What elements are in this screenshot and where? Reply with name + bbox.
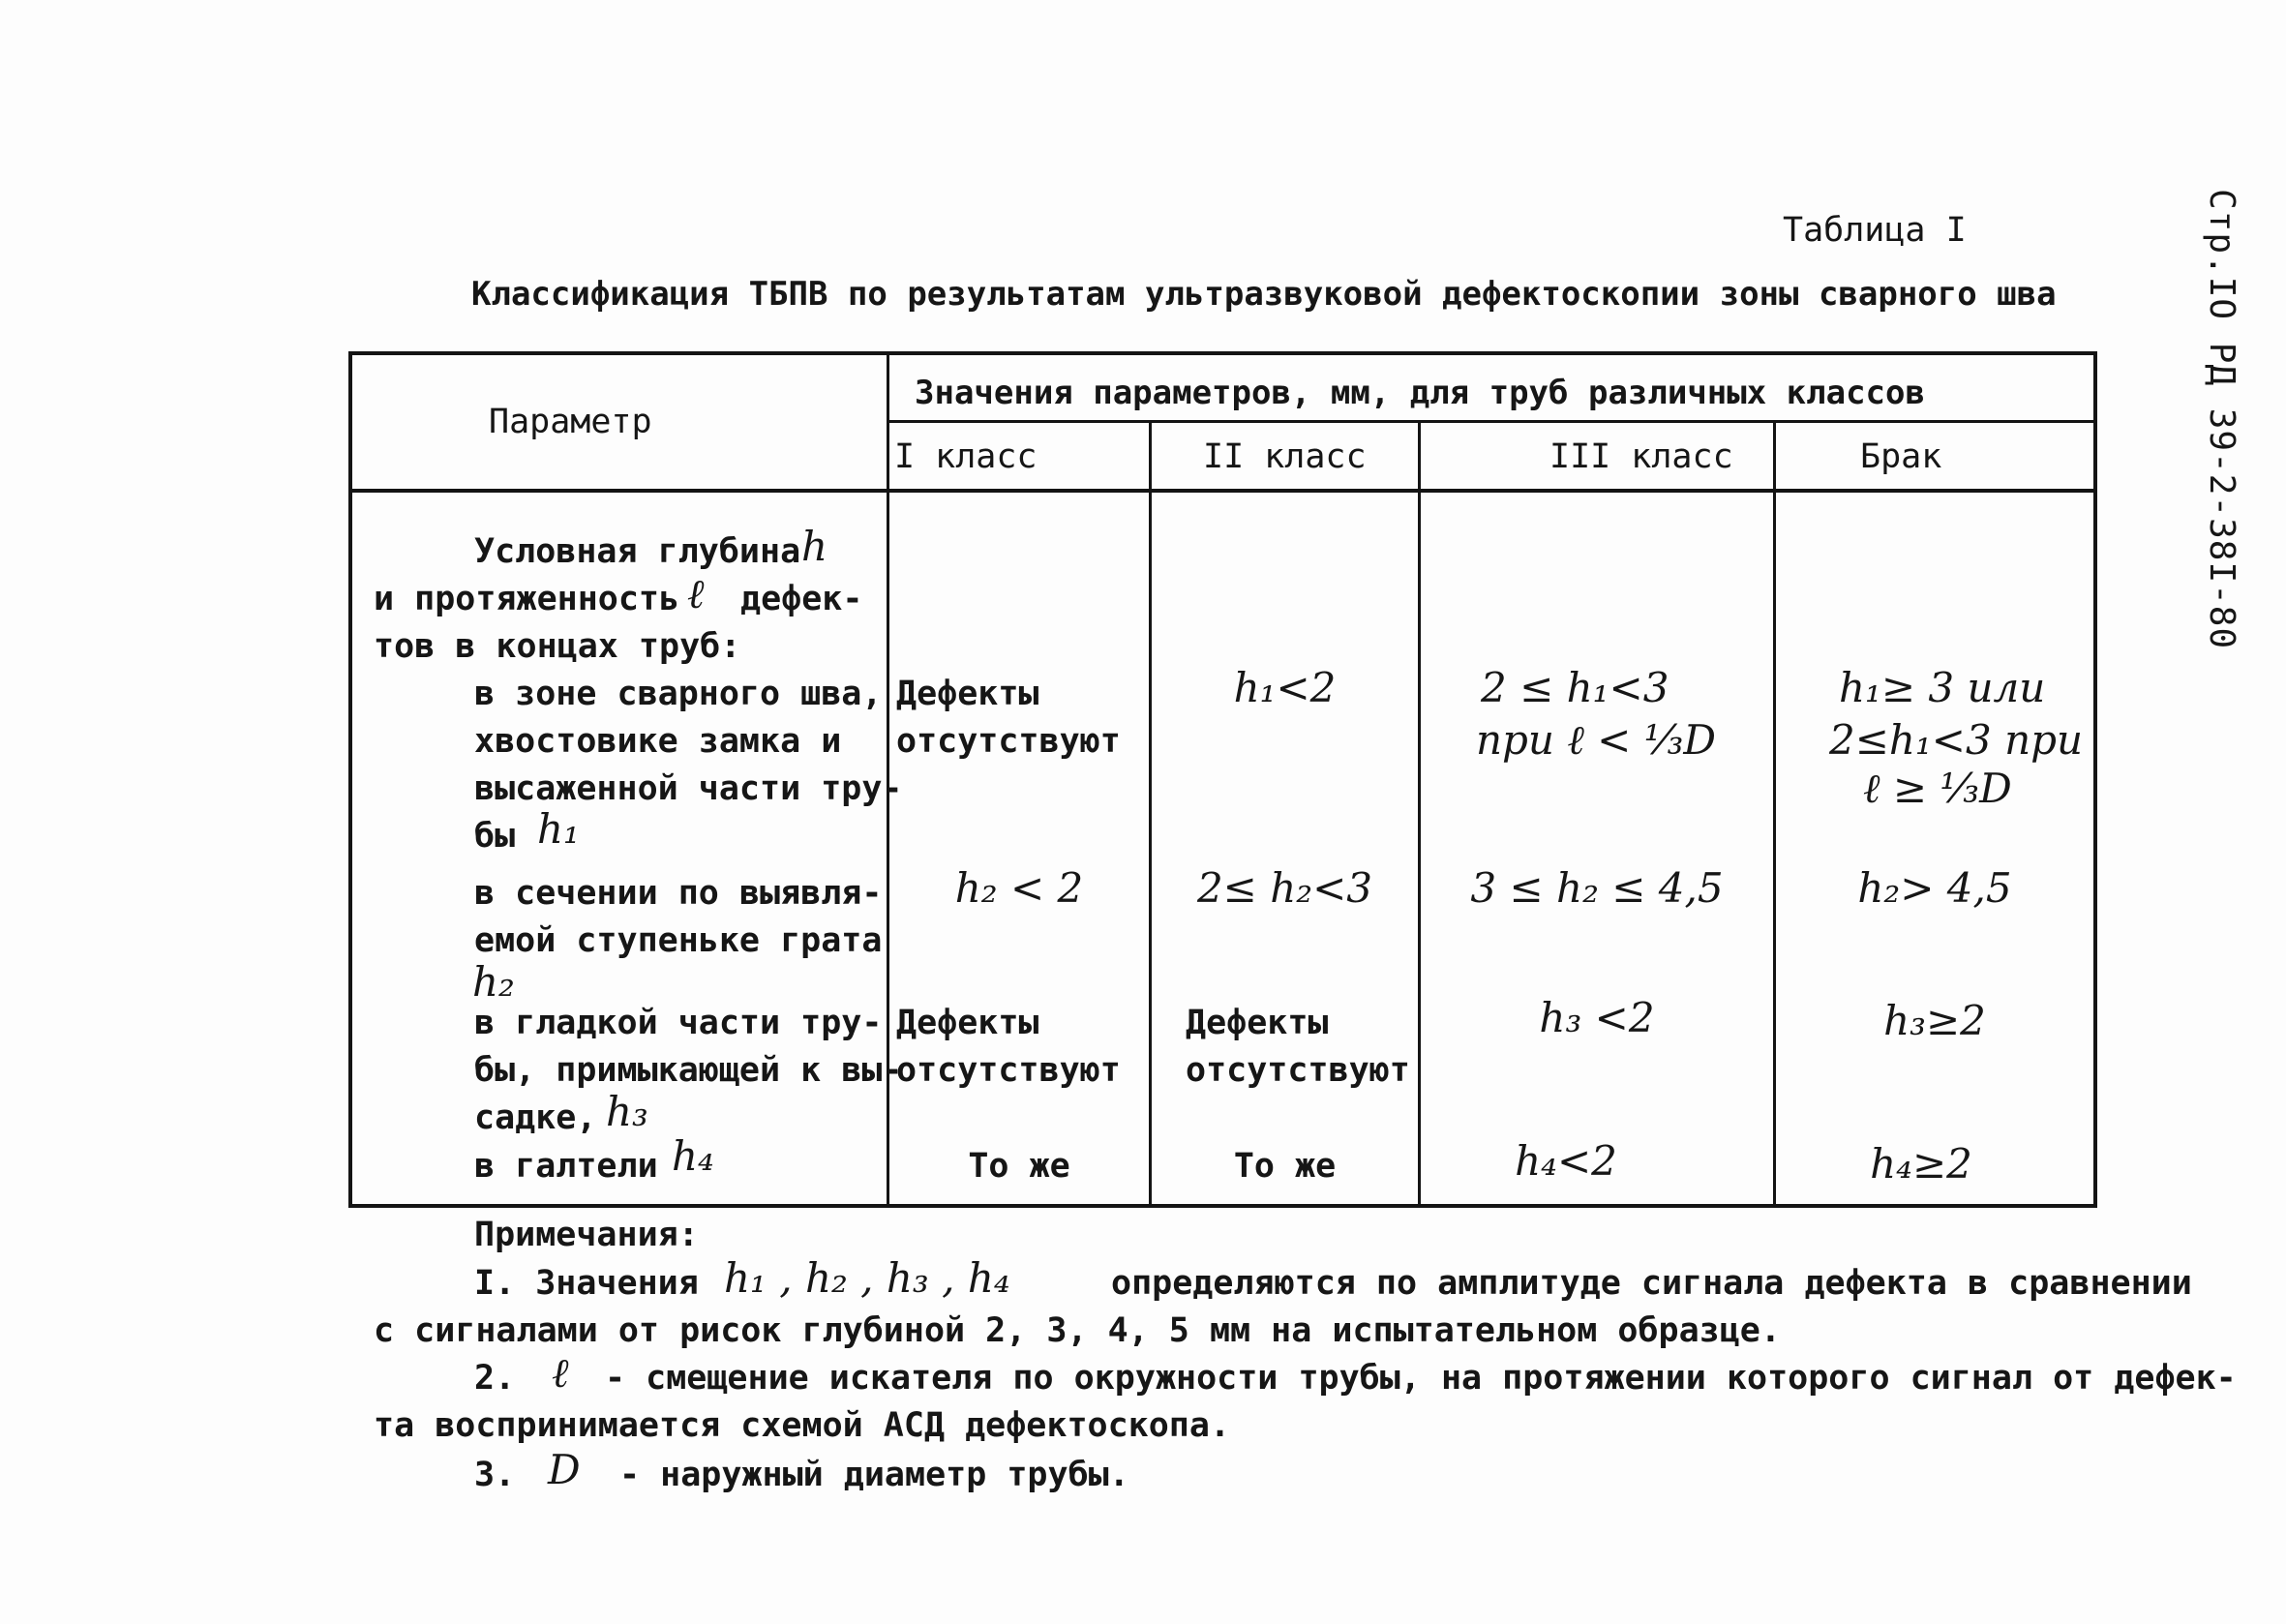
row1-class2: h₁<2 [1233,664,1337,711]
note-3-symbol: D [548,1446,581,1493]
row3-param-line-2: бы, примыкающей к вы- [474,1051,903,1090]
note-1-symbols: h₁ , h₂ , h₃ , h₄ [724,1254,1010,1302]
row1-reject-line-3: ℓ ≥ ⅓D [1863,765,2012,812]
page-side-header: Стр.IO РД 39-2-38I-80 [2202,189,2241,650]
row1-param-line-2: хвостовике замка и [474,722,842,761]
symbol-l: ℓ [687,570,705,617]
note-1-prefix: I. Значения [474,1264,699,1303]
note-1-line-2: с сигналами от рисок глубиной 2, 3, 4, 5 мм на испытательном образце. [374,1311,1781,1350]
row3-class3: h₃ <2 [1539,994,1655,1041]
row1-param-line-4: бы [474,817,516,856]
header-class-2: II класс [1203,437,1367,476]
row2-param-line-2: емой ступеньке грата [474,921,883,960]
note-3-text: - наружный диаметр трубы. [619,1456,1129,1494]
row3-class1-line-1: Дефекты [896,1004,1039,1042]
note-1-text: определяются по амплитуде сигнала дефекта в сравнении [1111,1264,2192,1303]
header-parameter: Параметр [489,403,652,441]
row3-class2-line-2: отсутствуют [1186,1051,1410,1090]
row3-class2-line-1: Дефекты [1186,1004,1329,1042]
row1-param-line-1: в зоне сварного шва, [474,675,883,713]
row1-param-symbol: h₁ [537,805,580,853]
row4-reject: h₄≥2 [1870,1140,1972,1188]
row1-class1-line-2: отсутствуют [896,722,1121,761]
note-2-prefix: 2. [474,1359,516,1398]
row1-class3-line-1: 2 ≤ h₁<3 [1481,664,1669,711]
row3-param-symbol: h₃ [606,1088,648,1135]
header-class-1: I класс [894,437,1038,476]
note-2-line-2: та воспринимается схемой АСД дефектоскопа. [374,1406,1231,1445]
intro-line-1: Условная глубина [474,532,801,571]
row3-param-line-3: садке, [474,1098,597,1137]
row2-class1: h₂ < 2 [954,864,1084,912]
row4-param-symbol: h₄ [672,1132,714,1180]
symbol-h: h [801,523,828,570]
intro-line-2-end: дефек- [740,580,863,618]
row2-reject: h₂> 4,5 [1857,864,2012,912]
header-reject: Брак [1860,437,1942,476]
row2-param-symbol: h₂ [472,958,515,1006]
row2-class3: 3 ≤ h₂ ≤ 4,5 [1470,864,1724,912]
row3-param-line-1: в гладкой части тру- [474,1004,883,1042]
table-number: Таблица I [1783,211,1967,250]
table-title: Классификация ТБПВ по результатам ультразвуковой дефектоскопии зоны сварного шва [471,275,2057,314]
row2-class2: 2≤ h₂<3 [1196,864,1373,912]
intro-line-3: тов в концах труб: [374,627,741,666]
row1-class1-line-1: Дефекты [896,675,1039,713]
row4-param: в галтели [474,1147,658,1186]
intro-line-2: и протяженность [374,580,680,618]
row4-class1: То же [968,1147,1070,1186]
header-group: Значения параметров, мм, для труб различных классов [915,374,1925,412]
notes-heading: Примечания: [474,1216,699,1254]
row2-param-line-1: в сечении по выявля- [474,874,883,913]
row4-class2: То же [1233,1147,1337,1186]
row1-reject-line-2: 2≤h₁<3 при [1829,716,2084,764]
header-class-3: III класс [1549,437,1733,476]
row4-class3: h₄<2 [1515,1137,1617,1185]
row1-reject-line-1: h₁≥ 3 или [1839,664,2046,711]
note-2-text: - смещение искателя по окружности трубы, на протяжении которого сигнал от дефек- [605,1359,2237,1398]
note-3-prefix: 3. [474,1456,516,1494]
row1-class3-line-2: при ℓ < ⅓D [1476,716,1717,764]
note-2-symbol: ℓ [552,1349,569,1397]
row3-reject: h₃≥2 [1883,997,1986,1044]
row1-param-line-3: высаженной части тру- [474,769,903,808]
row3-class1-line-2: отсутствуют [896,1051,1121,1090]
